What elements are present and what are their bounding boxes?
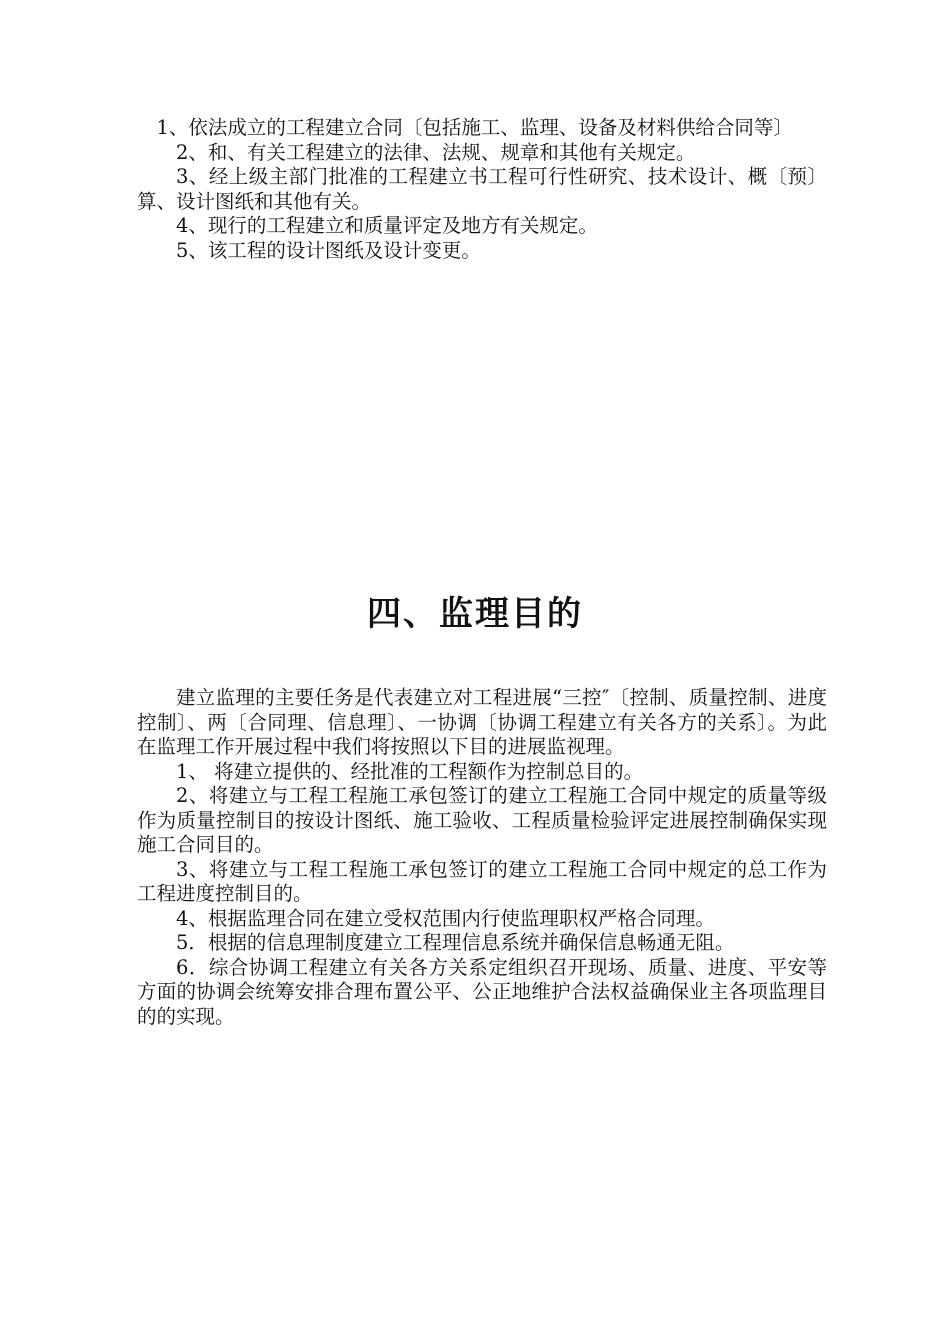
basis-item-4: 4、现行的工程建立和质量评定及地方有关规定。 bbox=[176, 214, 598, 237]
basis-item-1: 1、依法成立的工程建立合同〔包括施工、监理、设备及材料供给合同等〕 bbox=[156, 116, 793, 139]
basis-item-5: 5、该工程的设计图纸及设计变更。 bbox=[176, 238, 481, 262]
goal-item-2: 2、将建立与工程工程施工承包签订的建立工程施工合同中规定的质量等级作为质量控制目的按设计图纸、施工验收、工程质量检验评定进展控制确保实现施工合同目的。 bbox=[137, 784, 827, 856]
goal-item-5: 5．根据的信息理制度建立工程理信息系统并确保信息畅通无阻。 bbox=[176, 931, 735, 954]
goals-section bbox=[137, 686, 827, 1029]
basis-item-3: 3、经上级主部门批准的工程建立书工程可行性研究、技术设计、概〔预〕算、设计图纸和其他有关。 bbox=[137, 165, 827, 213]
goal-item-1: 1、 将建立提供的、经批准的工程额作为控制总目的。 bbox=[176, 759, 644, 783]
goal-item-4: 4、根据监理合同在建立受权范围内行使监理职权严格合同理。 bbox=[176, 906, 715, 930]
basis-item-2: 2、和、有关工程建立的法律、法规、规章和其他有关规定。 bbox=[176, 140, 696, 164]
goal-item-3: 3、将建立与工程工程施工承包签订的建立工程施工合同中规定的总工作为工程进度控制目的。 bbox=[137, 857, 827, 905]
goal-item-6: 6．综合协调工程建立有关各方关系定组织召开现场、质量、进度、平安等方面的协调会统筹安排合理布置公平、公正地维护合法权益确保业主各项监理目的的实现。 bbox=[137, 955, 827, 1028]
section-heading: 四、监理目的 bbox=[367, 594, 583, 634]
basis-list bbox=[137, 116, 827, 263]
goals-intro: 建立监理的主要任务是代表建立对工程进展“三控″〔控制、质量控制、进度控制〕、两〔合同理、信息理〕、一协调〔协调工程建立有关各方的关系〕。为此在监理工作开展过程中我们将按照以下目的进展监视理。 bbox=[137, 686, 827, 758]
